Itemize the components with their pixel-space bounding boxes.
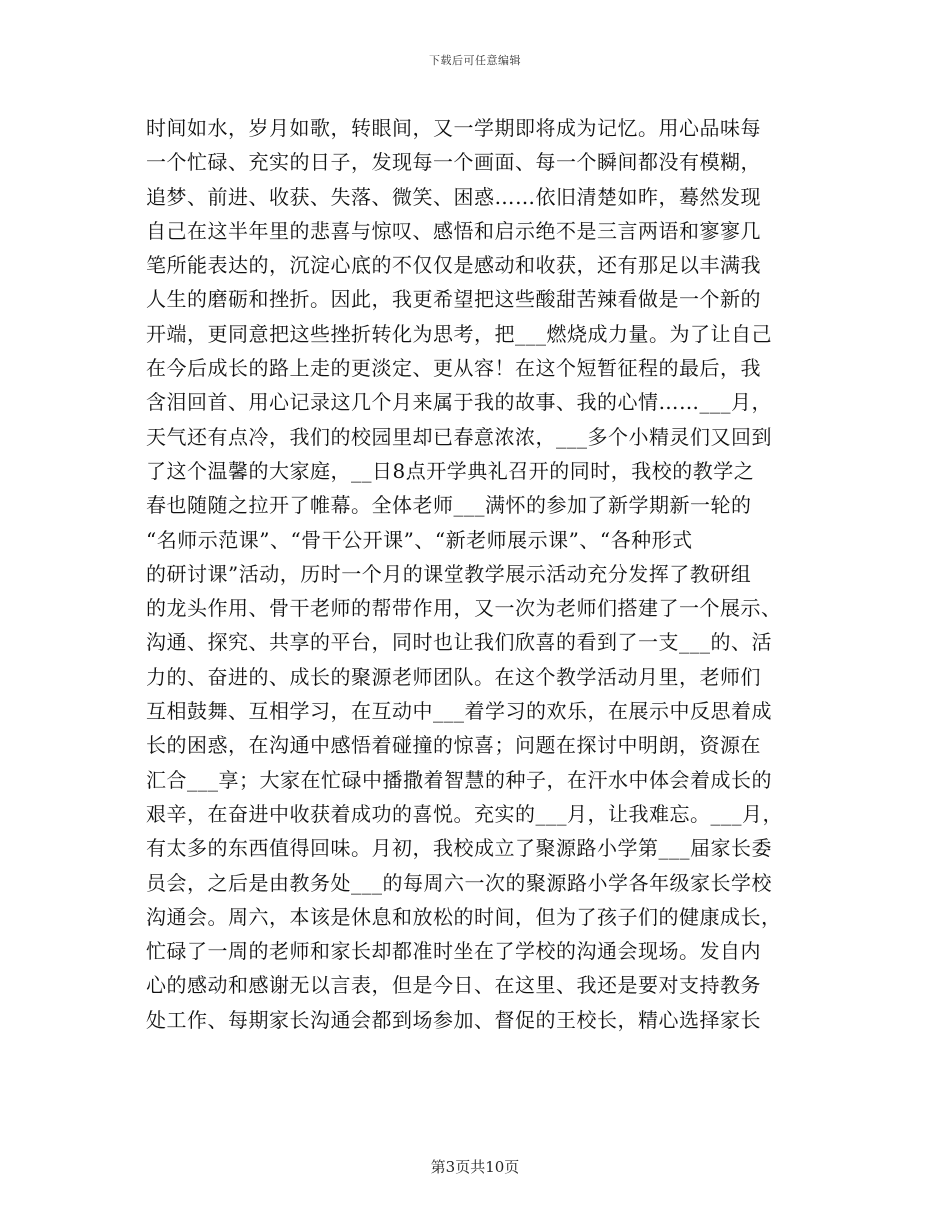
text-line: 在今后成长的路上走的更淡定、更从容！在这个短暂征程的最后，我 <box>146 356 761 381</box>
text-line: 沟通会。周六，本该是休息和放松的时间，但为了孩子们的健康成长， <box>146 904 782 929</box>
page-header: 下载后可任意编辑 <box>429 54 521 67</box>
text-line: “名师示范课”、“骨干公开课”、“新老师展示课”、“各种形式 <box>146 527 693 552</box>
text-line: 时间如水，岁月如歌，转眼间，又一学期即将成为记忆。用心品味每 <box>146 116 761 140</box>
text-line: 互相鼓舞、互相学习，在互动中___着学习的欢乐，在展示中反思着成 <box>146 699 772 724</box>
text-line: 的研讨课”活动，历时一个月的课堂教学展示活动充分发挥了教研组 <box>146 561 752 586</box>
text-line: 天气还有点冷，我们的校园里却已春意浓浓，___多个小精灵们又回到 <box>146 424 772 449</box>
text-line: 忙碌了一周的老师和家长却都准时坐在了学校的沟通会现场。发自内 <box>146 939 761 964</box>
text-line: 含泪回首、用心记录这几个月来属于我的故事、我的心情……___月， <box>146 390 772 415</box>
text-line: 心的感动和感谢无以言表，但是今日、在这里、我还是要对支持教务 <box>146 973 761 998</box>
document-body <box>146 111 806 1037</box>
text-line: 春也随随之拉开了帷幕。全体老师___满怀的参加了新学期新一轮的 <box>146 493 752 518</box>
text-line: 力的、奋进的、成长的聚源老师团队。在这个教学活动月里，老师们 <box>146 664 761 689</box>
page-number-footer: 第3页共10页 <box>430 1158 520 1176</box>
text-line: 自己在这半年里的悲喜与惊叹、感悟和启示绝不是三言两语和寥寥几 <box>146 218 761 243</box>
text-line: 长的困惑，在沟通中感悟着碰撞的惊喜；问题在探讨中明朗，资源在 <box>146 733 761 758</box>
text-line: 开端，更同意把这些挫折转化为思考，把___燃烧成力量。为了让自己 <box>146 321 772 346</box>
text-line: 有太多的东西值得回味。月初，我校成立了聚源路小学第___届家长委 <box>146 836 772 861</box>
text-line: 艰辛，在奋进中收获着成功的喜悦。充实的___月，让我难忘。___月， <box>146 801 783 826</box>
text-line: 人生的磨砺和挫折。因此，我更希望把这些酸甜苦辣看做是一个新的 <box>146 287 761 312</box>
text-line: 汇合___享；大家在忙碌中播撒着智慧的种子，在汗水中体会着成长的 <box>146 767 772 792</box>
text-line: 处工作、每期家长沟通会都到场参加、督促的王校长，精心选择家长 <box>146 1007 761 1032</box>
text-line: 笔所能表达的，沉淀心底的不仅仅是感动和收获，还有那足以丰满我 <box>146 253 761 278</box>
text-line: 了这个温馨的大家庭，__日8点开学典礼召开的同时，我校的教学之 <box>146 458 755 483</box>
text-line: 追梦、前进、收获、失落、微笑、困惑……依旧清楚如昨，蓦然发现 <box>146 184 761 209</box>
text-line: 沟通、探究、共享的平台，同时也让我们欣喜的看到了一支___的、活 <box>146 630 772 655</box>
text-line: 的龙头作用、骨干老师的帮带作用，又一次为老师们搭建了一个展示、 <box>146 596 782 621</box>
text-line: 员会，之后是由教务处___的每周六一次的聚源路小学各年级家长学校 <box>146 870 772 895</box>
text-line: 一个忙碌、充实的日子，发现每一个画面、每一个瞬间都没有模糊， <box>146 150 761 175</box>
